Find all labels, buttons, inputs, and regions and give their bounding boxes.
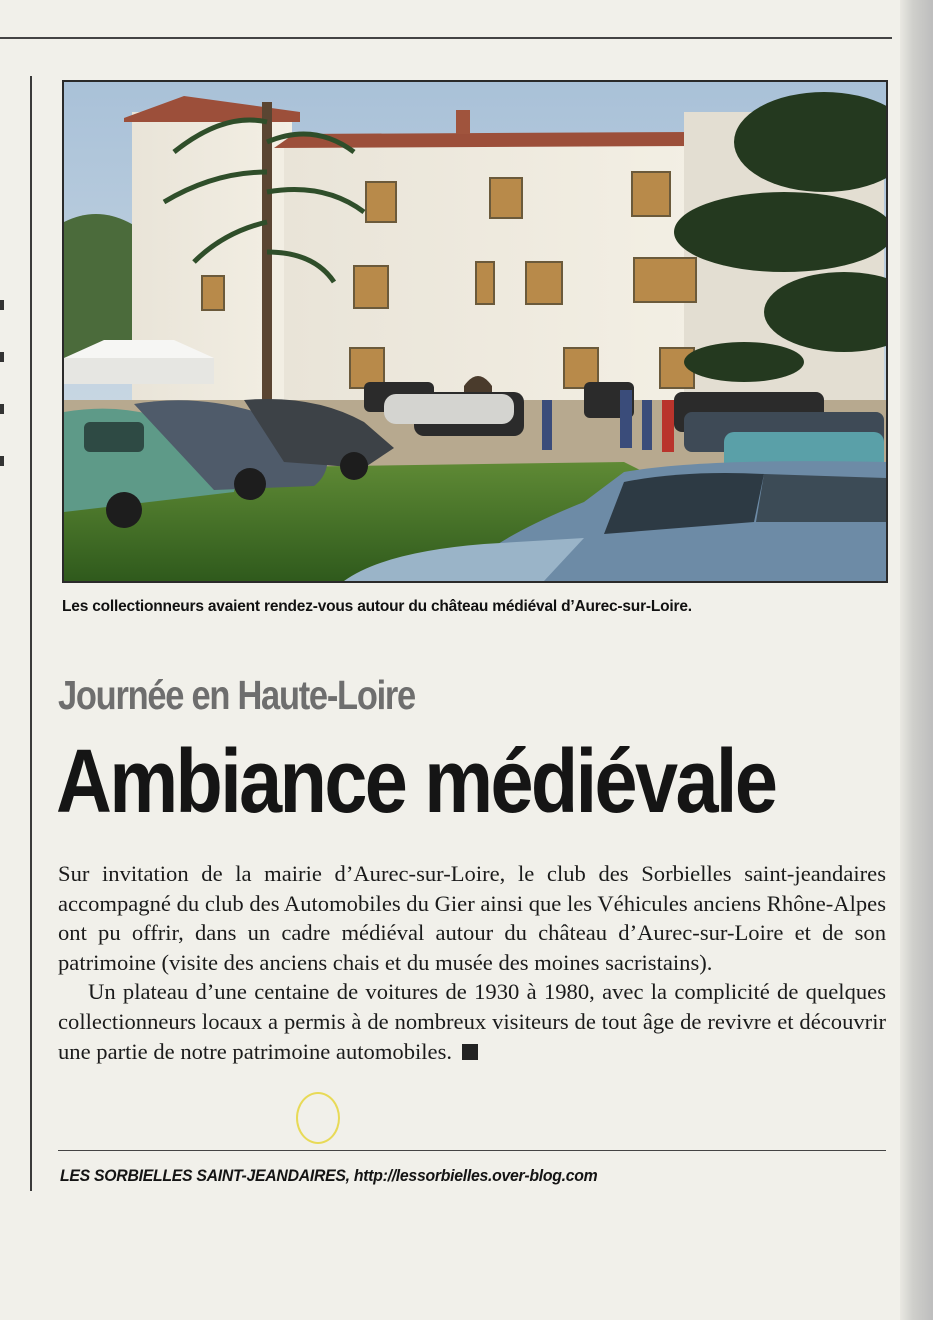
article-body (58, 859, 886, 1066)
photo-caption: Les collectionneurs avaient rendez-vous autour du château médiéval d’Aurec-sur-Loire. (62, 598, 692, 615)
source-credit: LES SORBIELLES SAINT-JEANDAIRES, http://lessorbielles.over-blog.com (60, 1166, 598, 1185)
chateau-photo (62, 80, 888, 583)
top-rule (0, 37, 892, 39)
end-mark-icon (462, 1044, 478, 1060)
paragraph-2 (58, 977, 886, 1066)
paragraph-2-text: Un plateau d’une centaine de voitures de 1930 à 1980, avec la complicité de quelques collectionneurs locaux a permis à de nombreux visiteurs de tout âge de revivre et découvrir une partie de notre patrimoine automobiles. (58, 979, 886, 1064)
bottom-rule (58, 1150, 886, 1151)
headline: Ambiance médiévale (56, 732, 776, 832)
column-rule (30, 76, 32, 1191)
edge-marks (0, 300, 4, 500)
kicker: Journée en Haute-Loire (58, 672, 415, 718)
highlighter-circle (296, 1092, 340, 1144)
page-edge-shadow (900, 0, 933, 1320)
paragraph-1: Sur invitation de la mairie d’Aurec-sur-Loire, le club des Sorbielles saint-jeandaires accompagné du club des Automobiles du Gier ainsi que les Véhicules anciens Rhône-Alpes ont pu offrir, dans un cadre médiéval autour du château d’Aurec-sur-Loire et de son patrimoine (visite des anciens chais et du musée des moines sacristains). (58, 861, 886, 975)
